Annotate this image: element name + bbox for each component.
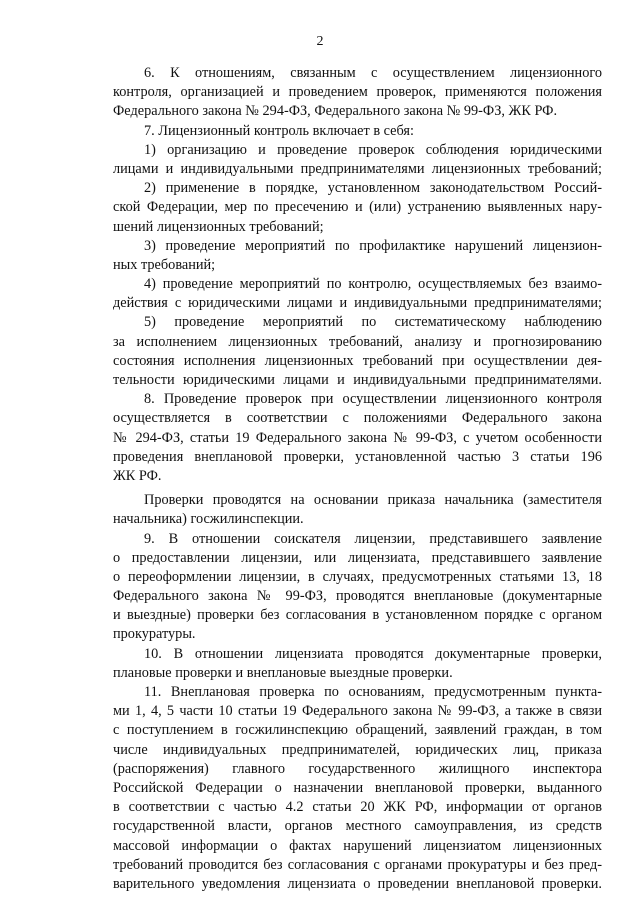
document-body [113, 64, 602, 894]
text-line: тельности юридическими лицами и индивидуальными предпринимателями. [113, 372, 602, 388]
text-line: за исполнением лицензионных требований, анализу и прогнозированию [113, 333, 602, 350]
text-line: 2) применение в порядке, установленном законодательством Россий- [144, 180, 602, 197]
text-line: в соответствии с частью 4.2 статьи 20 ЖК РФ, информации от органов [113, 799, 602, 816]
text-line: 3) проведение мероприятий по профилактике нарушений лицензион- [144, 237, 602, 254]
text-line: 10. В отношении лицензиата проводятся документарные проверки, [144, 645, 602, 662]
text-line: Российской Федерации о назначении внеплановой проверки, выданного [113, 779, 602, 796]
text-line: с поступлением в госжилинспекцию обращений, заявлений граждан, в том [113, 722, 602, 739]
text-line: 5) проведение мероприятий по систематическому наблюдению [144, 314, 602, 331]
text-line: числе индивидуальных предпринимателей, юридических лиц, приказа [113, 741, 602, 758]
text-line: 11. Внеплановая проверка по основаниям, предусмотренным пункта- [144, 684, 602, 700]
text-line: 9. В отношении соискателя лицензии, представившего заявление [144, 530, 602, 547]
text-line: государственной власти, органов местного самоуправления, из средств [113, 818, 602, 835]
text-line: действия с юридическими лицами и индивидуальными предпринимателями; [113, 295, 602, 312]
text-line: о предоставлении лицензии, или лицензиата, представившего заявление [113, 549, 602, 566]
text-line: Федерального закона № 294-ФЗ, Федерального закона № 99-ФЗ, ЖК РФ. [113, 103, 558, 120]
text-line: 8. Проведение проверок при осуществлении лицензионного контроля [144, 391, 602, 408]
text-line: о переоформлении лицензии, в случаях, предусмотренных статьями 13, 18 [113, 568, 602, 585]
text-line: № 294-ФЗ, статьи 19 Федерального закона № 99-ФЗ, с учетом особенности [113, 429, 602, 446]
text-line: лицами и индивидуальными предпринимателями лицензионных требований; [113, 160, 602, 177]
page-number: 2 [316, 34, 324, 49]
text-line: 4) проведение мероприятий по контролю, осуществляемых без взаимо- [144, 276, 602, 293]
text-line: начальника) госжилинспекции. [113, 511, 304, 528]
text-line: контроля, организацией и проведением проверок, применяются положения [113, 84, 602, 101]
text-line: прокуратуры. [113, 626, 196, 643]
text-line: требований проводится без согласования с органами прокуратуры и без пред- [113, 856, 602, 873]
text-line: 7. Лицензионный контроль включает в себя: [144, 122, 414, 139]
text-line: ми 1, 4, 5 части 10 статьи 19 Федерального закона № 99-ФЗ, а также в связи [113, 703, 602, 720]
text-line: Федерального закона № 99-ФЗ, проводятся внеплановые (документарные [113, 588, 602, 605]
text-line: ской Федерации, мер по пресечению и (или) устранению выявленных нару- [113, 199, 602, 216]
text-line: ных требований; [113, 256, 216, 273]
text-line: 1) организацию и проведение проверок соблюдения юридическими [144, 141, 602, 158]
text-line: ЖК РФ. [113, 467, 162, 484]
text-line: (распоряжения) главного государственного жилищного инспектора [113, 760, 602, 777]
text-line: и выездные) проверки без согласования в установленном порядке с органом [113, 607, 602, 624]
text-line: Проверки проводятся на основании приказа начальника (заместителя [144, 492, 602, 509]
text-line: осуществляется в соответствии с положениями Федерального закона [113, 410, 602, 427]
text-line: шений лицензионных требований; [113, 218, 324, 235]
text-line: 6. К отношениям, связанным с осуществлением лицензионного [144, 65, 602, 81]
text-line: проведения внеплановой проверки, установленной частью 3 статьи 196 [113, 448, 602, 465]
text-line: состояния исполнения лицензионных требований при осуществлении дея- [113, 352, 602, 369]
text-line: массовой информации о фактах нарушений лицензиатом лицензионных [113, 837, 602, 854]
text-line: варительного уведомления лицензиата о проведении внеплановой проверки. [113, 875, 602, 892]
text-line: плановые проверки и внеплановые выездные проверки. [113, 664, 453, 681]
